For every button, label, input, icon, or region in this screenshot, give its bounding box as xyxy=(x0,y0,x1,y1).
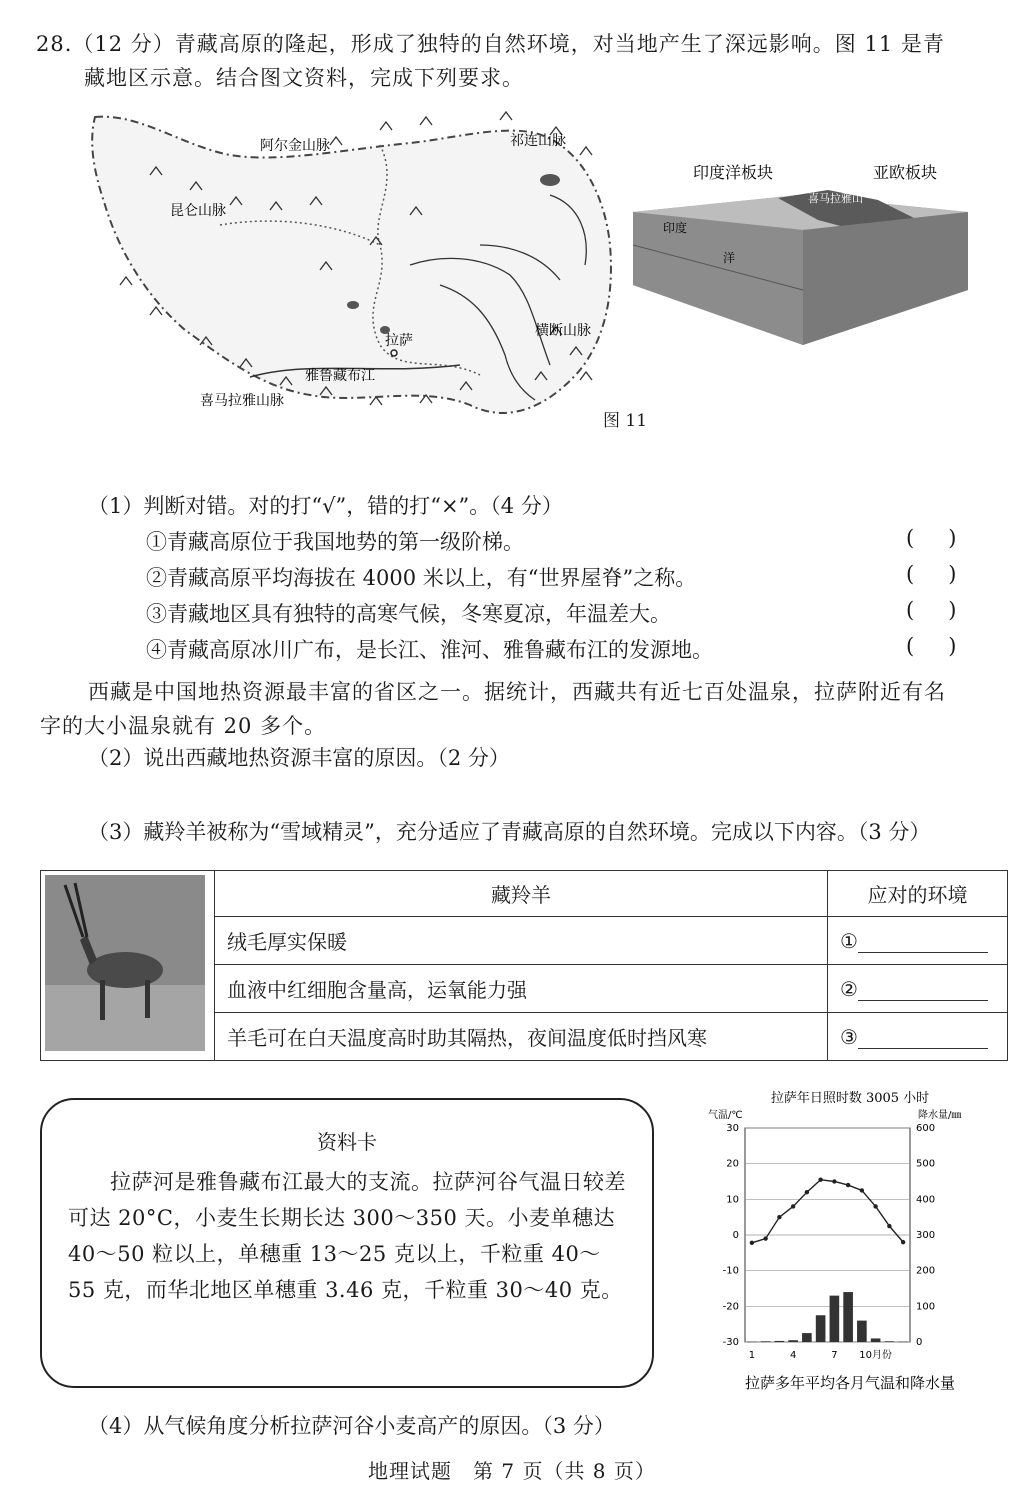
precip-bar xyxy=(830,1296,840,1342)
answer-number: ③ xyxy=(840,1024,858,1049)
temp-tick-label: -30 xyxy=(722,1337,739,1348)
temperature-line xyxy=(752,1180,903,1243)
precip-tick-label: 400 xyxy=(916,1194,936,1206)
geothermal-text-line2: 字的大小温泉就有 20 多个。 xyxy=(40,714,327,738)
temp-tick-label: 10 xyxy=(726,1194,739,1206)
judge-item-4: ④青藏高原冰川广布，是长江、淮河、雅鲁藏布江的发源地。 xyxy=(146,638,713,662)
altun-mountains-label: 阿尔金山脉 xyxy=(260,138,330,154)
precip-bar xyxy=(747,1342,757,1343)
chart-caption: 拉萨多年平均各月气温和降水量 xyxy=(744,1374,956,1392)
antelope-photo xyxy=(41,871,215,1061)
part2-prompt: （2）说出西藏地热资源丰富的原因。（2 分） xyxy=(88,746,510,770)
info-card-title: 资料卡 xyxy=(317,1130,377,1154)
question-stem-line1: 28.（12 分）青藏高原的隆起，形成了独特的自然环境，对当地产生了深远影响。图 11 是青 xyxy=(36,32,945,56)
india-label: 印度 xyxy=(663,221,688,235)
trait-cell: 血液中红细胞含量高，运氧能力强 xyxy=(215,965,828,1013)
yarlung-river-label: 雅鲁藏布江 xyxy=(305,368,375,384)
lhasa-label: 拉萨 xyxy=(385,333,413,349)
judge-item-1: ①青藏高原位于我国地势的第一级阶梯。 xyxy=(146,530,524,554)
precip-bar xyxy=(802,1333,812,1342)
figure-caption: 图 11 xyxy=(603,411,648,431)
answer-paren-4[interactable]: () xyxy=(906,634,991,658)
hengduan-mountains-label: 横断山脉 xyxy=(535,323,591,339)
info-card xyxy=(40,1098,654,1388)
page-footer: 地理试题 第 7 页（共 8 页） xyxy=(368,1459,656,1483)
precip-bar xyxy=(885,1341,895,1342)
info-card-body: 拉萨河是雅鲁藏布江最大的支流。拉萨河谷气温日较差可达 20°C，小麦生长期长达 300～350 天。小麦单穗达 40～50 粒以上，单穗重 13～25 克以上，千粒重 40～55 克，而华北地区单穗重 3.46 克，千粒重 30～40 克。 xyxy=(68,1170,626,1302)
judge-item-3: ③青藏地区具有独特的高寒气候，冬寒夏凉，年温差大。 xyxy=(146,602,671,626)
precip-bar xyxy=(816,1315,826,1342)
precip-bar xyxy=(775,1341,785,1342)
answer-number: ① xyxy=(840,928,858,953)
temperature-point xyxy=(818,1178,822,1182)
climate-chart xyxy=(700,1088,1000,1398)
precip-tick-label: 0 xyxy=(916,1337,923,1348)
answer-blank-3[interactable] xyxy=(858,1026,988,1049)
temperature-point xyxy=(791,1204,795,1208)
antelope-table xyxy=(40,870,1008,1061)
geothermal-text-line1: 西藏是中国地热资源最丰富的省区之一。据统计，西藏共有近七百处温泉，拉萨附近有名 xyxy=(88,680,946,704)
judge-item-2: ②青藏高原平均海拔在 4000 米以上，有“世界屋脊”之称。 xyxy=(146,566,697,590)
answer-blank-1[interactable] xyxy=(858,930,988,953)
qilian-mountains-label: 祁连山脉 xyxy=(510,133,566,149)
precip-tick-label: 600 xyxy=(916,1123,936,1134)
answer-blank-2[interactable] xyxy=(858,978,988,1001)
plate-diagram xyxy=(628,150,988,350)
precip-bar xyxy=(843,1292,853,1342)
temperature-point xyxy=(750,1241,754,1245)
table-header-trait: 藏羚羊 xyxy=(215,871,828,917)
precip-bar xyxy=(761,1341,771,1342)
temp-tick-label: 0 xyxy=(732,1230,739,1241)
answer-number: ② xyxy=(840,976,858,1001)
part1-prompt: （1）判断对错。对的打“√”，错的打“×”。（4 分） xyxy=(88,494,563,518)
temperature-point xyxy=(777,1215,781,1219)
table-header-env: 应对的环境 xyxy=(828,871,1008,917)
temperature-point xyxy=(901,1240,905,1244)
precip-bar xyxy=(898,1342,908,1343)
trait-cell: 绒毛厚实保暖 xyxy=(215,917,828,965)
temperature-point xyxy=(805,1190,809,1194)
chart-title: 拉萨年日照时数 3005 小时 xyxy=(770,1091,930,1106)
answer-paren-2[interactable]: () xyxy=(906,562,991,586)
precip-tick-label: 200 xyxy=(916,1265,936,1277)
precip-bar xyxy=(788,1340,798,1342)
answer-paren-1[interactable]: () xyxy=(906,526,991,550)
month-tick-label: 7 xyxy=(831,1350,838,1361)
temperature-point xyxy=(832,1179,836,1183)
himalaya-plate-label: 喜马拉雅山 xyxy=(808,192,863,205)
month-tick-label: 10月份 xyxy=(859,1350,892,1361)
precip-bar xyxy=(857,1321,867,1342)
temp-tick-label: 30 xyxy=(726,1123,739,1134)
precip-tick-label: 100 xyxy=(916,1301,936,1313)
answer-paren-3[interactable]: () xyxy=(906,598,991,622)
precip-axis-label: 降水量/㎜ xyxy=(918,1110,962,1121)
part4-prompt: （4）从气候角度分析拉萨河谷小麦高产的原因。（3 分） xyxy=(88,1414,615,1438)
temp-axis-label: 气温/℃ xyxy=(708,1110,743,1121)
temperature-point xyxy=(763,1236,767,1240)
temperature-point xyxy=(887,1224,891,1228)
temp-tick-label: -10 xyxy=(722,1265,739,1277)
part3-prompt: （3）藏羚羊被称为“雪域精灵”，充分适应了青藏高原的自然环境。完成以下内容。（3 分） xyxy=(88,820,931,844)
temperature-point xyxy=(846,1183,850,1187)
month-tick-label: 1 xyxy=(748,1350,756,1361)
tibet-map xyxy=(80,105,625,445)
question-stem-line2: 藏地区示意。结合图文资料，完成下列要求。 xyxy=(84,66,524,90)
precip-bar xyxy=(871,1338,881,1342)
himalaya-mountains-label: 喜马拉雅山脉 xyxy=(200,393,284,409)
temperature-point xyxy=(873,1204,877,1208)
precip-tick-label: 300 xyxy=(916,1230,936,1241)
temp-tick-label: 20 xyxy=(726,1158,739,1170)
kunlun-mountains-label: 昆仑山脉 xyxy=(170,203,226,219)
trait-cell: 羊毛可在白天温度高时助其隔热，夜间温度低时挡风寒 xyxy=(215,1013,828,1061)
ocean-label: 洋 xyxy=(723,251,736,265)
precip-tick-label: 500 xyxy=(916,1158,936,1170)
temp-tick-label: -20 xyxy=(722,1301,739,1313)
eurasian-plate-label: 亚欧板块 xyxy=(873,163,938,182)
temperature-point xyxy=(860,1188,864,1192)
month-tick-label: 4 xyxy=(789,1350,797,1361)
indian-plate-label: 印度洋板块 xyxy=(693,163,774,182)
